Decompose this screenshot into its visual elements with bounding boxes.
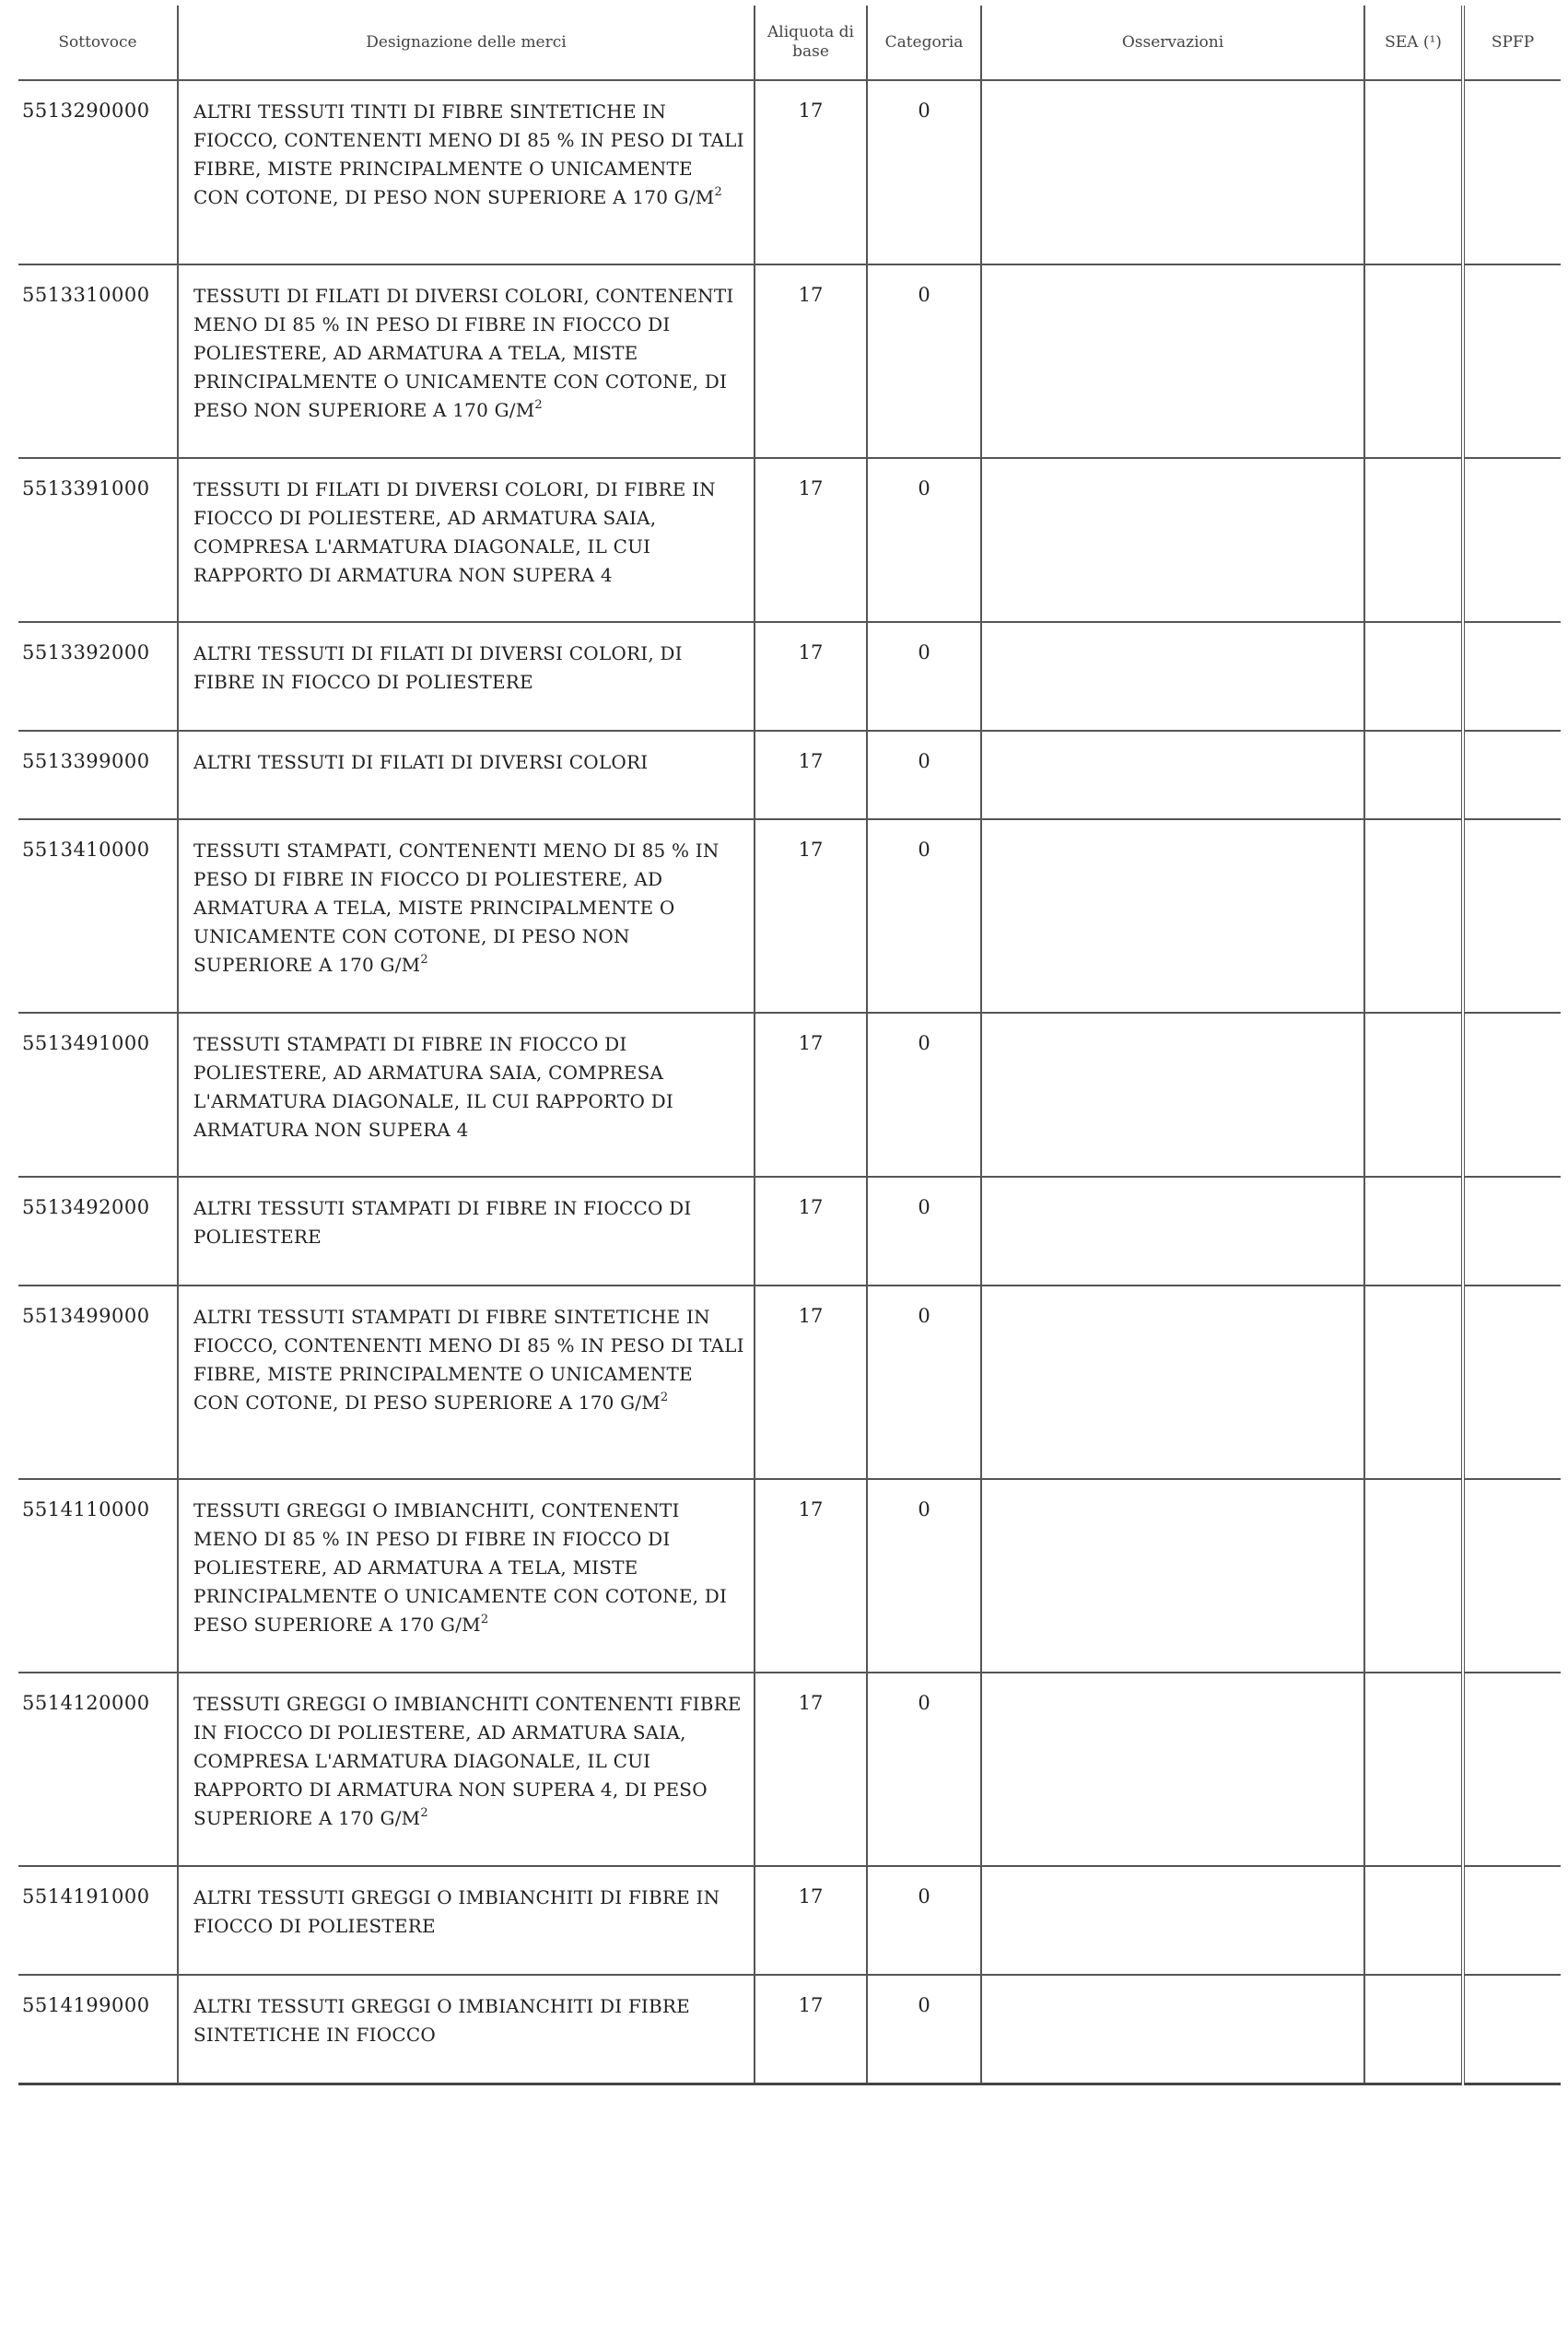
description-text: ALTRI TESSUTI GREGGI O IMBIANCHITI DI FIBRE SINTETICHE IN FIOCCO bbox=[193, 1995, 690, 2046]
description-text: ALTRI TESSUTI STAMPATI DI FIBRE IN FIOCCO DI POLIESTERE bbox=[193, 1197, 692, 1248]
code-cell: 5513499000 bbox=[18, 1286, 178, 1479]
code-cell: 5514191000 bbox=[18, 1866, 178, 1975]
spfp-cell bbox=[1463, 80, 1561, 264]
remarks-cell bbox=[981, 1013, 1364, 1177]
sea-cell bbox=[1364, 731, 1463, 819]
code-cell: 5514110000 bbox=[18, 1479, 178, 1673]
table-row bbox=[18, 622, 1561, 731]
sea-cell bbox=[1364, 264, 1463, 458]
description-text: ALTRI TESSUTI TINTI DI FIBRE SINTETICHE IN FIOCCO, CONTENENTI MENO DI 85 % IN PESO DI TALI FIBRE, MISTE PRINCIPALMENTE O UNICAMENTE CON COTONE, DI PESO NON SUPERIORE A 170 G/M bbox=[193, 100, 744, 208]
spfp-cell bbox=[1463, 1177, 1561, 1286]
description-cell bbox=[178, 264, 755, 458]
code-cell: 5513410000 bbox=[18, 819, 178, 1013]
tariff-table bbox=[18, 6, 1561, 2085]
sea-cell bbox=[1364, 1975, 1463, 2084]
description-text: TESSUTI GREGGI O IMBIANCHITI CONTENENTI FIBRE IN FIOCCO DI POLIESTERE, AD ARMATURA SAIA, COMPRESA L'ARMATURA DIAGONALE, IL CUI RAPPORTO DI ARMATURA NON SUPERA 4, DI PESO SUPERIORE A 170 G/M bbox=[193, 1693, 742, 1829]
category-cell: 0 bbox=[867, 458, 981, 622]
header-category: Categoria bbox=[867, 6, 981, 80]
remarks-cell bbox=[981, 819, 1364, 1013]
remarks-cell bbox=[981, 1286, 1364, 1479]
sea-cell bbox=[1364, 458, 1463, 622]
rate-cell: 17 bbox=[755, 622, 867, 731]
remarks-cell bbox=[981, 80, 1364, 264]
category-cell: 0 bbox=[867, 731, 981, 819]
header-code: Sottovoce bbox=[18, 6, 178, 80]
header-description: Designazione delle merci bbox=[178, 6, 755, 80]
category-cell: 0 bbox=[867, 1286, 981, 1479]
spfp-cell bbox=[1463, 819, 1561, 1013]
spfp-cell bbox=[1463, 1673, 1561, 1866]
category-cell: 0 bbox=[867, 622, 981, 731]
superscript: 2 bbox=[480, 1613, 489, 1626]
remarks-cell bbox=[981, 1975, 1364, 2084]
code-cell: 5513492000 bbox=[18, 1177, 178, 1286]
description-cell bbox=[178, 1013, 755, 1177]
code-cell: 5513290000 bbox=[18, 80, 178, 264]
remarks-cell bbox=[981, 1866, 1364, 1975]
description-text: TESSUTI GREGGI O IMBIANCHITI, CONTENENTI MENO DI 85 % IN PESO DI FIBRE IN FIOCCO DI POLIESTERE, AD ARMATURA A TELA, MISTE PRINCIPALMENTE O UNICAMENTE CON COTONE, DI PESO SUPERIORE A 170 G/M bbox=[193, 1499, 728, 1636]
description-text: TESSUTI DI FILATI DI DIVERSI COLORI, DI FIBRE IN FIOCCO DI POLIESTERE, AD ARMATURA SAIA, COMPRESA L'ARMATURA DIAGONALE, IL CUI RAPPORTO DI ARMATURA NON SUPERA 4 bbox=[193, 478, 716, 586]
code-cell: 5513391000 bbox=[18, 458, 178, 622]
spfp-cell bbox=[1463, 622, 1561, 731]
description-text: ALTRI TESSUTI GREGGI O IMBIANCHITI DI FIBRE IN FIOCCO DI POLIESTERE bbox=[193, 1886, 720, 1937]
code-cell: 5514120000 bbox=[18, 1673, 178, 1866]
table-row bbox=[18, 1975, 1561, 2084]
description-text: ALTRI TESSUTI STAMPATI DI FIBRE SINTETICHE IN FIOCCO, CONTENENTI MENO DI 85 % IN PESO DI TALI FIBRE, MISTE PRINCIPALMENTE O UNICAMENTE CON COTONE, DI PESO SUPERIORE A 170 G/M bbox=[193, 1306, 744, 1414]
rate-cell: 17 bbox=[755, 458, 867, 622]
code-cell: 5513392000 bbox=[18, 622, 178, 731]
table-row bbox=[18, 819, 1561, 1013]
superscript: 2 bbox=[534, 398, 543, 412]
description-text: ALTRI TESSUTI DI FILATI DI DIVERSI COLORI, DI FIBRE IN FIOCCO DI POLIESTERE bbox=[193, 642, 683, 693]
remarks-cell bbox=[981, 1177, 1364, 1286]
remarks-cell bbox=[981, 731, 1364, 819]
spfp-cell bbox=[1463, 1866, 1561, 1975]
header-sea: SEA (¹) bbox=[1364, 6, 1463, 80]
remarks-cell bbox=[981, 264, 1364, 458]
table-row bbox=[18, 264, 1561, 458]
rate-cell: 17 bbox=[755, 1975, 867, 2084]
spfp-cell bbox=[1463, 458, 1561, 622]
category-cell: 0 bbox=[867, 264, 981, 458]
description-text: TESSUTI DI FILATI DI DIVERSI COLORI, CONTENENTI MENO DI 85 % IN PESO DI FIBRE IN FIOCCO DI POLIESTERE, AD ARMATURA A TELA, MISTE PRINCIPALMENTE O UNICAMENTE CON COTONE, DI PESO NON SUPERIORE A 170 G/M bbox=[193, 285, 734, 421]
category-cell: 0 bbox=[867, 1866, 981, 1975]
superscript: 2 bbox=[660, 1391, 669, 1404]
category-cell: 0 bbox=[867, 1177, 981, 1286]
rate-cell: 17 bbox=[755, 1673, 867, 1866]
header-remarks: Osservazioni bbox=[981, 6, 1364, 80]
description-cell bbox=[178, 1286, 755, 1479]
code-cell: 5513491000 bbox=[18, 1013, 178, 1177]
category-cell: 0 bbox=[867, 1013, 981, 1177]
description-cell bbox=[178, 1479, 755, 1673]
code-cell: 5514199000 bbox=[18, 1975, 178, 2084]
description-cell bbox=[178, 622, 755, 731]
sea-cell bbox=[1364, 1673, 1463, 1866]
table-row bbox=[18, 80, 1561, 264]
description-cell bbox=[178, 1866, 755, 1975]
sea-cell bbox=[1364, 1013, 1463, 1177]
description-cell bbox=[178, 80, 755, 264]
description-cell bbox=[178, 819, 755, 1013]
rate-cell: 17 bbox=[755, 1866, 867, 1975]
rate-cell: 17 bbox=[755, 731, 867, 819]
category-cell: 0 bbox=[867, 819, 981, 1013]
remarks-cell bbox=[981, 1673, 1364, 1866]
remarks-cell bbox=[981, 622, 1364, 731]
header-rate: Aliquota di base bbox=[755, 6, 867, 80]
rate-cell: 17 bbox=[755, 1013, 867, 1177]
sea-cell bbox=[1364, 1286, 1463, 1479]
header-row bbox=[18, 6, 1561, 80]
table-row bbox=[18, 1286, 1561, 1479]
superscript: 2 bbox=[420, 953, 428, 967]
description-cell bbox=[178, 731, 755, 819]
code-cell: 5513310000 bbox=[18, 264, 178, 458]
sea-cell bbox=[1364, 1866, 1463, 1975]
table-row bbox=[18, 1479, 1561, 1673]
remarks-cell bbox=[981, 1479, 1364, 1673]
remarks-cell bbox=[981, 458, 1364, 622]
spfp-cell bbox=[1463, 1286, 1561, 1479]
category-cell: 0 bbox=[867, 1673, 981, 1866]
superscript: 2 bbox=[420, 1806, 428, 1820]
category-cell: 0 bbox=[867, 1479, 981, 1673]
rate-cell: 17 bbox=[755, 264, 867, 458]
sea-cell bbox=[1364, 819, 1463, 1013]
superscript: 2 bbox=[714, 185, 722, 199]
sea-cell bbox=[1364, 1177, 1463, 1286]
description-cell bbox=[178, 1177, 755, 1286]
rate-cell: 17 bbox=[755, 1479, 867, 1673]
category-cell: 0 bbox=[867, 1975, 981, 2084]
rate-cell: 17 bbox=[755, 819, 867, 1013]
spfp-cell bbox=[1463, 1975, 1561, 2084]
table-row bbox=[18, 1177, 1561, 1286]
table-row bbox=[18, 731, 1561, 819]
spfp-cell bbox=[1463, 1013, 1561, 1177]
sea-cell bbox=[1364, 80, 1463, 264]
rate-cell: 17 bbox=[755, 1286, 867, 1479]
description-text: TESSUTI STAMPATI, CONTENENTI MENO DI 85 % IN PESO DI FIBRE IN FIOCCO DI POLIESTERE, AD ARMATURA A TELA, MISTE PRINCIPALMENTE O UNICAMENTE CON COTONE, DI PESO NON SUPERIORE A 170 G/M bbox=[193, 839, 720, 976]
header-spfp: SPFP bbox=[1463, 6, 1561, 80]
description-cell bbox=[178, 1975, 755, 2084]
description-text: ALTRI TESSUTI DI FILATI DI DIVERSI COLORI bbox=[193, 751, 649, 773]
description-text: TESSUTI STAMPATI DI FIBRE IN FIOCCO DI POLIESTERE, AD ARMATURA SAIA, COMPRESA L'ARMATURA DIAGONALE, IL CUI RAPPORTO DI ARMATURA NON SUPERA 4 bbox=[193, 1033, 673, 1141]
rate-cell: 17 bbox=[755, 80, 867, 264]
sea-cell bbox=[1364, 622, 1463, 731]
table-row bbox=[18, 1866, 1561, 1975]
category-cell: 0 bbox=[867, 80, 981, 264]
description-cell bbox=[178, 1673, 755, 1866]
rate-cell: 17 bbox=[755, 1177, 867, 1286]
table-row bbox=[18, 458, 1561, 622]
spfp-cell bbox=[1463, 731, 1561, 819]
description-cell bbox=[178, 458, 755, 622]
table-row bbox=[18, 1673, 1561, 1866]
code-cell: 5513399000 bbox=[18, 731, 178, 819]
sea-cell bbox=[1364, 1479, 1463, 1673]
table-row bbox=[18, 1013, 1561, 1177]
spfp-cell bbox=[1463, 1479, 1561, 1673]
spfp-cell bbox=[1463, 264, 1561, 458]
